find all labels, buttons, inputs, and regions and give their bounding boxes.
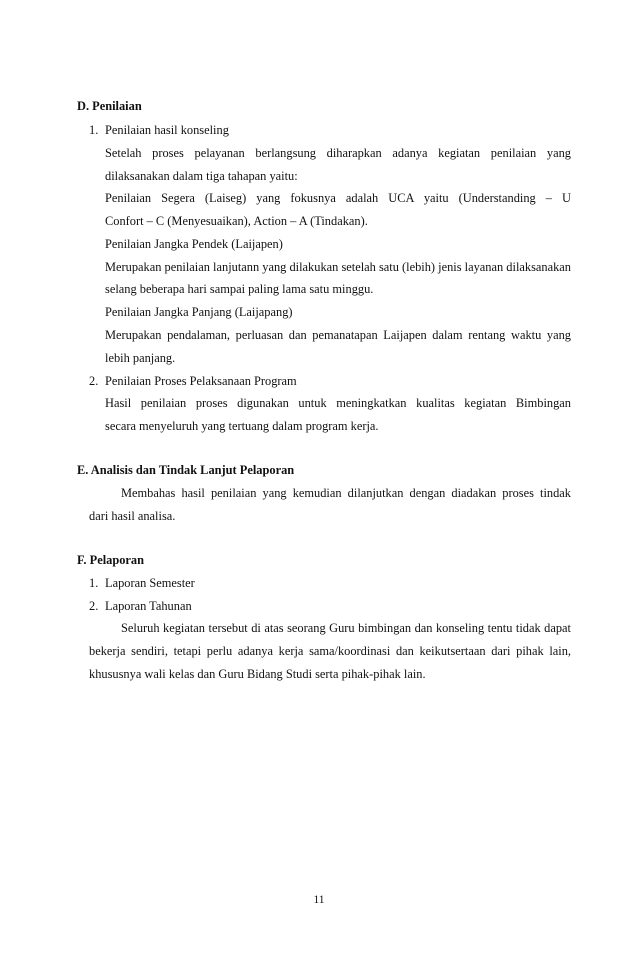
paragraph-line: secara menyeluruh yang tertuang dalam program kerja. bbox=[105, 419, 379, 433]
subheading-line: Penilaian Jangka Pendek (Laijapen) bbox=[105, 237, 283, 251]
paragraph-line: dilaksanakan dalam tiga tahapan yaitu: bbox=[105, 169, 298, 183]
paragraph-line: lebih panjang. bbox=[105, 351, 176, 365]
section-d-heading: D. Penilaian bbox=[77, 99, 142, 113]
list-number: 1. bbox=[89, 576, 99, 590]
paragraph-line: khususnya wali kelas dan Guru Bidang Studi serta pihak-pihak lain. bbox=[89, 667, 426, 681]
list-item: Laporan Tahunan bbox=[105, 599, 192, 613]
list-number: 2. bbox=[89, 599, 99, 613]
paragraph-line: selang beberapa hari sampai paling lama satu minggu. bbox=[105, 282, 374, 296]
paragraph-line: Membahas hasil penilaian yang kemudian dilanjutkan dengan diadakan proses tindak bbox=[121, 486, 571, 500]
paragraph-line: Merupakan pendalaman, perluasan dan pemanatapan Laijapen dalam rentang waktu yang bbox=[105, 328, 571, 342]
list-item-title: Penilaian Proses Pelaksanaan Program bbox=[105, 374, 297, 388]
paragraph-line: Confort – C (Menyesuaikan), Action – A (Tindakan). bbox=[105, 214, 368, 228]
list-item: Laporan Semester bbox=[105, 576, 195, 590]
paragraph-line: Setelah proses pelayanan berlangsung diharapkan adanya kegiatan penilaian yang bbox=[105, 146, 571, 160]
paragraph-line: Seluruh kegiatan tersebut di atas seorang Guru bimbingan dan konseling tentu tidak dapat bbox=[121, 621, 571, 635]
list-number: 1. bbox=[89, 123, 99, 137]
subheading-line: Penilaian Jangka Panjang (Laijapang) bbox=[105, 305, 293, 319]
list-number: 2. bbox=[89, 374, 99, 388]
paragraph-line: bekerja sendiri, tetapi perlu adanya kerja sama/koordinasi dan keikutsertaan dari pihak lain, bbox=[89, 644, 571, 658]
paragraph-line: Penilaian Segera (Laiseg) yang fokusnya adalah UCA yaitu (Understanding – U bbox=[105, 191, 571, 205]
section-e-heading: E. Analisis dan Tindak Lanjut Pelaporan bbox=[77, 463, 295, 477]
page-number: 11 bbox=[313, 894, 325, 906]
paragraph-line: Hasil penilaian proses digunakan untuk meningkatkan kualitas kegiatan Bimbingan bbox=[105, 396, 571, 410]
paragraph-line: Merupakan penilaian lanjutann yang dilakukan setelah satu (lebih) jenis layanan dilaksanakan bbox=[105, 260, 571, 274]
list-item-title: Penilaian hasil konseling bbox=[105, 123, 229, 137]
section-f-heading: F. Pelaporan bbox=[77, 553, 145, 567]
paragraph-line: dari hasil analisa. bbox=[89, 509, 176, 523]
